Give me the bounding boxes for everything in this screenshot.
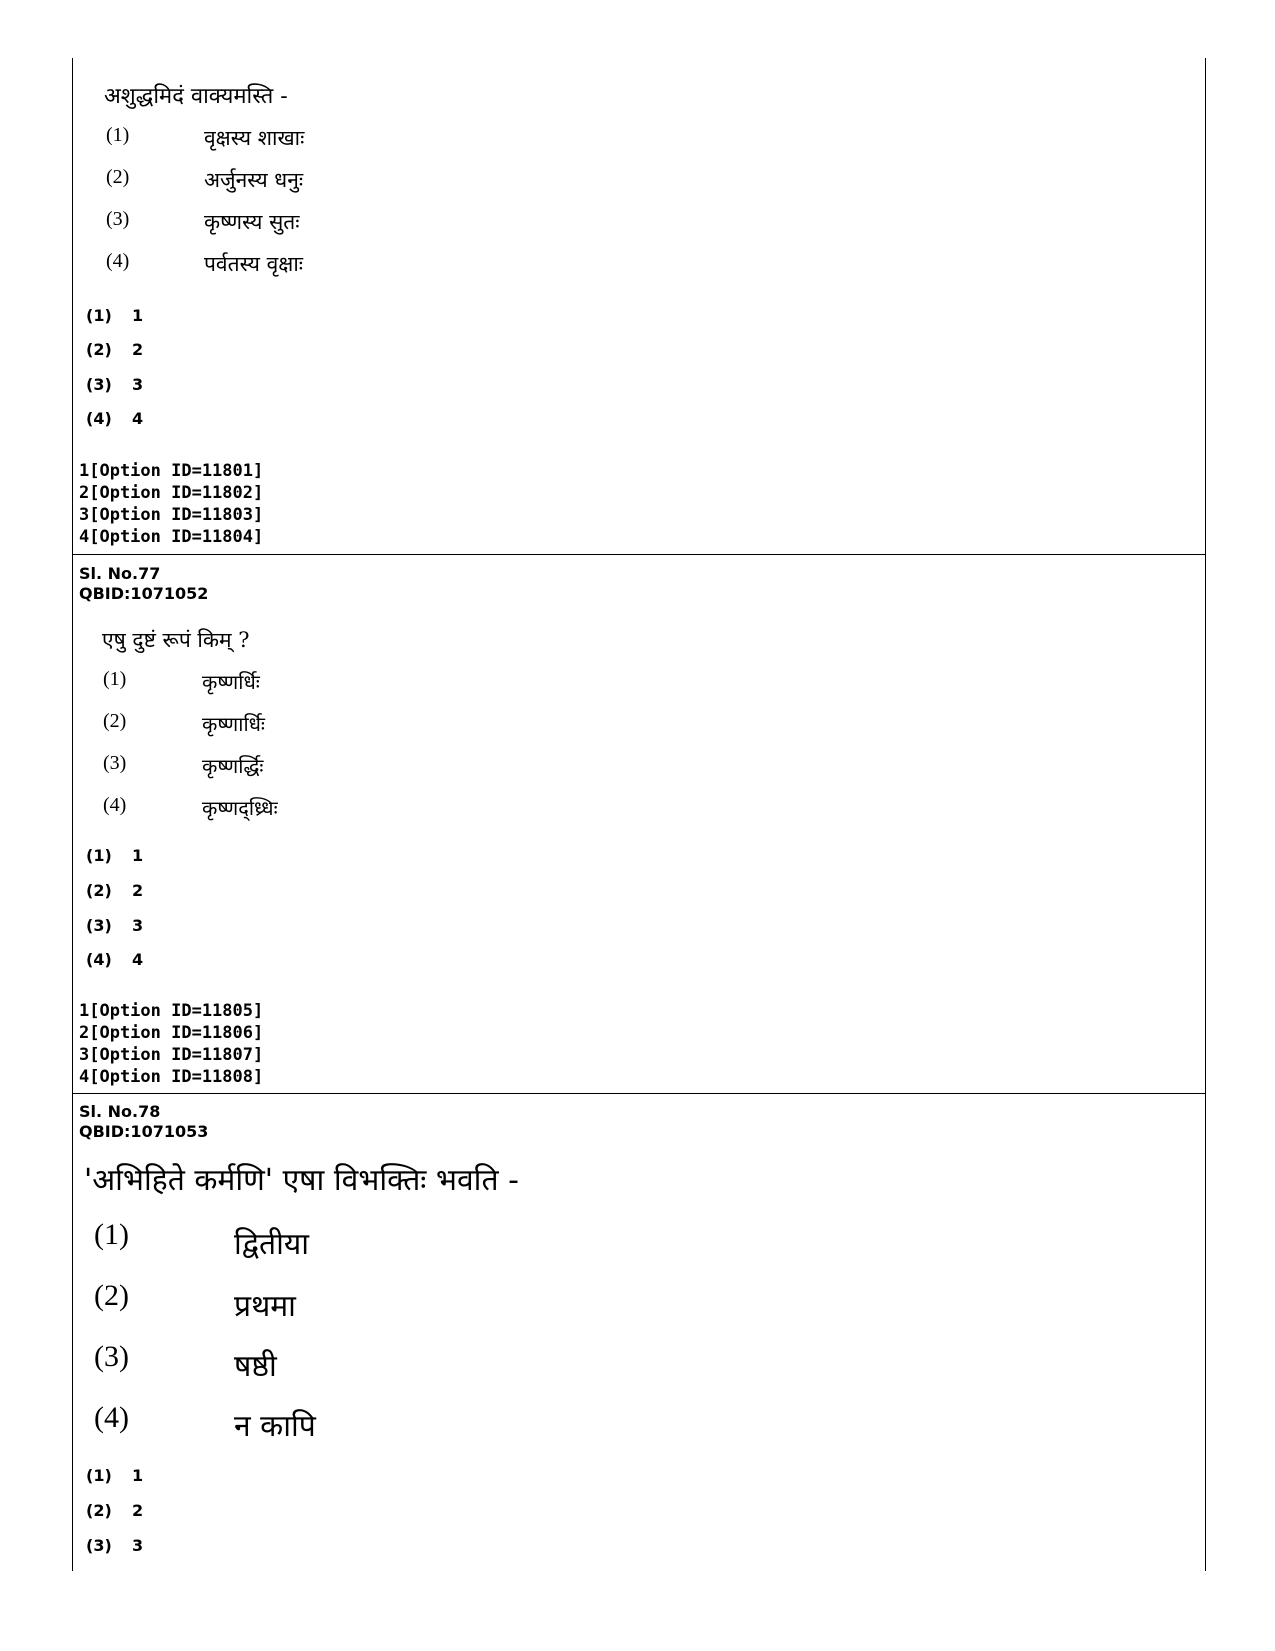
answer-number: (4) xyxy=(86,409,112,428)
option-id: 1[Option ID=11801] xyxy=(79,461,264,481)
option-text: पर्वतस्य वृक्षाः xyxy=(204,252,304,276)
option-number: (4) xyxy=(103,794,127,816)
answer-choice[interactable] xyxy=(86,340,143,359)
option-id: 3[Option ID=11803] xyxy=(79,505,264,525)
option-number: (1) xyxy=(106,124,130,146)
page-border-right xyxy=(1205,58,1206,1571)
option-number: (3) xyxy=(103,752,127,774)
option-text: न कापि xyxy=(234,1409,316,1444)
answer-choice[interactable] xyxy=(86,375,143,394)
option-text: अर्जुनस्य धनुः xyxy=(204,168,304,192)
answer-number: (2) xyxy=(86,340,112,359)
option-text: प्रथमा xyxy=(234,1289,296,1324)
option-number: (2) xyxy=(94,1279,129,1312)
answer-value: 4 xyxy=(132,409,144,428)
question-text: 'अभिहिते कर्मणि' एषा विभक्तिः भवति - xyxy=(84,1163,519,1198)
answer-value: 3 xyxy=(132,916,144,935)
answer-number: (1) xyxy=(86,1466,112,1485)
answer-choice[interactable] xyxy=(86,409,143,428)
answer-choice[interactable] xyxy=(86,916,143,935)
answer-value: 3 xyxy=(132,1536,144,1555)
option-text: कृष्णार्धिः xyxy=(202,712,265,736)
answer-number: (3) xyxy=(86,916,112,935)
option-id: 2[Option ID=11802] xyxy=(79,483,264,503)
answer-choice[interactable] xyxy=(86,306,143,325)
option-number: (1) xyxy=(103,668,127,690)
answer-value: 2 xyxy=(132,1501,144,1520)
answer-number: (4) xyxy=(86,950,112,969)
option-id: 2[Option ID=11806] xyxy=(79,1023,264,1043)
option-id: 1[Option ID=11805] xyxy=(79,1001,264,1021)
answer-choice[interactable] xyxy=(86,881,143,900)
qbid: QBID:1071053 xyxy=(79,1122,209,1141)
answer-number: (1) xyxy=(86,306,112,325)
option-text: द्वितीया xyxy=(234,1227,310,1262)
section-divider xyxy=(72,554,1205,555)
section-divider xyxy=(72,1093,1205,1094)
answer-number: (3) xyxy=(86,1536,112,1555)
option-number: (2) xyxy=(103,710,127,732)
answer-choice[interactable] xyxy=(86,1501,143,1520)
answer-value: 2 xyxy=(132,340,144,359)
option-number: (1) xyxy=(94,1218,129,1251)
option-text: षष्ठी xyxy=(234,1349,277,1384)
question-text: अशुद्धमिदं वाक्यमस्ति - xyxy=(104,84,288,109)
answer-value: 1 xyxy=(132,306,144,325)
answer-value: 4 xyxy=(132,950,144,969)
answer-number: (3) xyxy=(86,375,112,394)
option-number: (2) xyxy=(106,166,130,188)
answer-choice[interactable] xyxy=(86,950,143,969)
option-text: कृष्णर्द्धिः xyxy=(202,754,264,778)
answer-value: 2 xyxy=(132,881,144,900)
answer-number: (2) xyxy=(86,881,112,900)
option-id: 4[Option ID=11804] xyxy=(79,527,264,547)
option-number: (3) xyxy=(106,208,130,230)
option-id-list xyxy=(79,460,263,548)
answer-value: 1 xyxy=(132,846,144,865)
answer-value: 3 xyxy=(132,375,144,394)
answer-number: (1) xyxy=(86,846,112,865)
page-border-left xyxy=(72,58,73,1571)
serial-number: Sl. No.77 xyxy=(79,564,161,583)
question-text: एषु दुष्टं रूपं किम् ? xyxy=(102,628,250,652)
option-number: (4) xyxy=(94,1401,129,1434)
answer-choice[interactable] xyxy=(86,846,143,865)
qbid: QBID:1071052 xyxy=(79,584,209,603)
answer-choice[interactable] xyxy=(86,1536,143,1555)
answer-value: 1 xyxy=(132,1466,144,1485)
answer-number: (2) xyxy=(86,1501,112,1520)
option-text: कृष्णस्य सुतः xyxy=(204,210,300,234)
answer-choice[interactable] xyxy=(86,1466,143,1485)
option-number: (4) xyxy=(106,250,130,272)
option-text: वृक्षस्य शाखाः xyxy=(204,126,305,150)
option-text: कृष्णर्धिः xyxy=(202,670,260,694)
option-id: 3[Option ID=11807] xyxy=(79,1045,264,1065)
option-id-list xyxy=(79,1000,263,1088)
option-text: कृष्णद्ध्र्धिः xyxy=(202,796,278,820)
serial-number: Sl. No.78 xyxy=(79,1102,161,1121)
option-number: (3) xyxy=(94,1340,129,1373)
option-id: 4[Option ID=11808] xyxy=(79,1067,264,1087)
